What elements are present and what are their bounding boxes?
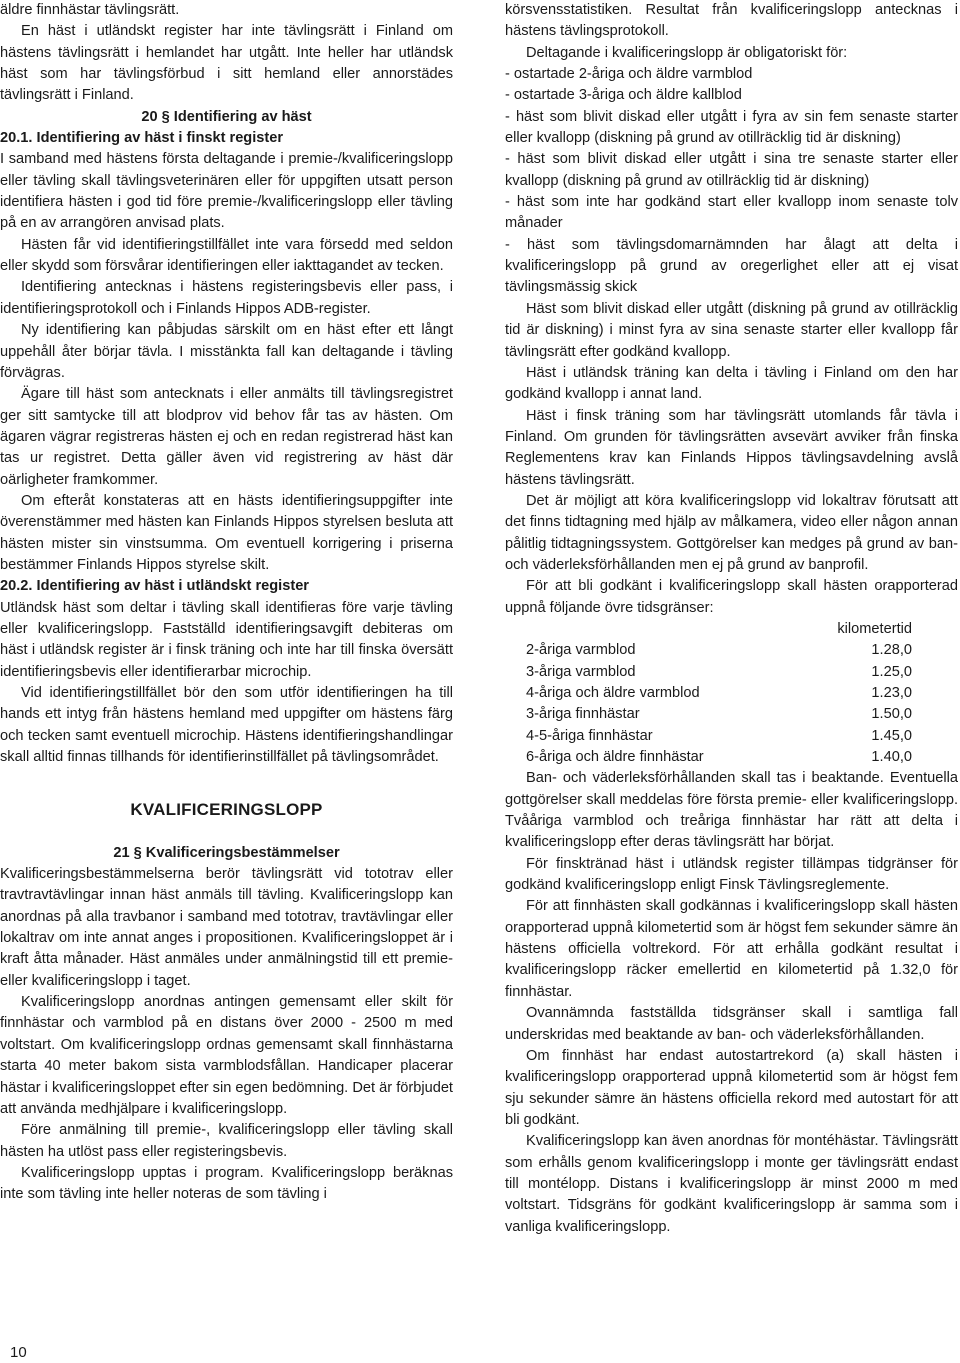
paragraph: För att finnhästen skall godkännas i kvalificeringslopp skall hästen orapporterad uppnå kilometertid som är högst fem sekunder sämre än hästens officiella voltrekord. För att erhålla godkänt resultat i kvalificeringslopp räcker emellertid en kilometertid på 1.32,0 för finnhästar.: [505, 898, 958, 1000]
list-item: - häst som blivit diskad eller utgått i sina tre senaste starter eller kvallopp (diskning på grund av otillräcklig tid är diskning): [505, 151, 958, 189]
paragraph: Kvalificeringslopp upptas i program. Kvalificeringslopp beräknas inte som tävling inte heller noteras de som tävling i: [0, 1164, 453, 1203]
paragraph: Utländsk häst som deltar i tävling skall identifieras före varje tävling eller kvalificeringslopp. Fastställd identifieringsavgift debiteras om häst i utländsk register är i finsk träning och inte har till finska översätt identifieringsbevis eller identifierarbar microchip.: [0, 599, 453, 680]
section-heading-21: 21 § Kvalificeringsbestämmelser: [113, 844, 340, 861]
table-cell-label: 2-åriga varmblod: [526, 642, 636, 659]
time-limits-table: [526, 619, 912, 768]
table-cell-label: 3-åriga varmblod: [526, 663, 636, 680]
list-item: - ostartade 2-åriga och äldre varmblod: [505, 66, 753, 83]
table-header-row: [526, 619, 912, 640]
list-item: - ostartade 3-åriga och äldre kallblod: [505, 87, 742, 104]
table-cell-value: 1.28,0: [871, 642, 912, 659]
paragraph: körsvensstatistiken. Resultat från kvalificeringslopp antecknas i hästens tävlingsprotokoll.: [505, 2, 958, 40]
table-row: [526, 683, 912, 704]
page-number: 10: [10, 1344, 27, 1361]
paragraph: Ovannämnda fastställda tidsgränser skall i samtliga fall underskridas med beaktande av ban- och väderleksförhållanden.: [505, 1005, 958, 1043]
paragraph: äldre finnhästar tävlingsrätt.: [0, 2, 180, 18]
table-cell-label: 4-5-åriga finnhästar: [526, 727, 653, 744]
table-cell-value: 1.25,0: [871, 663, 912, 680]
paragraph: I samband med hästens första deltagande i premie-/kvalificeringslopp eller tävling skall tävlingsveterinären eller för uppgiften utsatt person identifiera hästen i god tid före premie-/kvalificeringslopp eller tävling på en av arrangören anvisad plats.: [0, 151, 453, 232]
paragraph: Häst i finsk träning som har tävlingsrätt utomlands får tävla i Finland. Om grunden för tävlingsrätten avsevärt avviker från finska Reglementens krav kan Finlands Hippos tävlingsavdelning avslå hästens tävlingsrätt.: [505, 407, 958, 488]
paragraph: Kvalificeringslopp kan även anordnas för montéhästar. Tävlingsrätt som erhålls genom kvalificeringslopp i monte ger tävlingsrätt endast till montélopp. Distans i kvalificeringslopp är minst 2000 m med voltstart. Tidsgräns för godkänt kvalificeringslopp är samma som i vanliga kvalificeringslopp.: [505, 1133, 958, 1235]
table-row: [526, 726, 912, 747]
table-cell-value: 1.40,0: [871, 749, 912, 766]
table-cell-label: 4-åriga och äldre varmblod: [526, 685, 700, 701]
column-header: kilometertid: [837, 620, 912, 637]
table-cell-value: 1.23,0: [871, 685, 912, 701]
table-cell-value: 1.50,0: [871, 706, 912, 723]
paragraph: Kvalificeringsbestämmelserna berör tävlingsrätt vid tototrav eller travtravtävlingar innan häst anmäls till tävling. Kvalificeringslopp kan anordnas på alla travbanor i samband med tototrav, travtävlingar eller lokaltrav om inte annat anges i propositionen. Kvalificeringsloppet är i kraft åtta månader. Häst anmäles under anmälningstid till ett premie- eller kvalificeringslopp i taget.: [0, 866, 453, 989]
table-row: [526, 704, 912, 725]
table-row: [526, 747, 912, 768]
paragraph: Identifiering antecknas i hästens registeringsbevis eller pass, i identifieringsprotokoll och i Finlands Hippos ADB-register.: [0, 279, 453, 317]
table-cell-label: 3-åriga finnhästar: [526, 706, 640, 723]
paragraph: Ban- och väderleksförhållanden skall tas i beaktande. Eventuella gottgörelser skall meddelas före första premie- eller kvalificeringslopp. Tvååriga varmblod och treåriga finnhästar har rätt att delta i kvalificeringslopp efter deras tävlingsrätt har börjat.: [505, 770, 958, 851]
paragraph: För finsktränad häst i utländsk register tillämpas tidgränser för godkänd kvalificeringslopp enligt Finsk Tävlingsreglemente.: [505, 855, 958, 894]
paragraph: Hästen får vid identifieringstillfället inte vara försedd med seldon eller skydd som försvårar identifieringen eller iakttagandet av tecken.: [0, 236, 453, 275]
list-item: - häst som blivit diskad eller utgått i fyra av sin fem senaste starter eller kvallopp (diskning på grund av otillräcklig tid är diskning): [505, 108, 958, 147]
paragraph: Ägare till häst som antecknats i eller anmälts till tävlingsregistret ger sitt samtycke till att blodprov vid behov får tas av hästen. Om ägaren vägrar registreras hästen ej och en redan registrerad häst kan tas ur registret. Detta gäller även vid registrering av häst där oärligheter framkommer.: [0, 386, 453, 488]
list-item: - häst som inte har godkänd start eller kvallopp inom senaste tolv månader: [505, 194, 958, 232]
paragraph: För att bli godkänt i kvalificeringslopp skall hästen orapporterad uppnå följande övre tidsgränser:: [505, 578, 958, 616]
paragraph: Vid identifieringstillfället bör den som utför identifieringen ha till hands ett intyg från hästens hemland med uppgifter om hästens färg och tecken samt eventuell microchip. Hästens identifieringshandlingar skall alltid finnas tillhands för identifierinstillfället på tävlingsområdet.: [0, 685, 453, 766]
paragraph: Deltagande i kvalificeringslopp är obligatoriskt för:: [526, 44, 848, 61]
paragraph: Häst i utländsk träning kan delta i tävling i Finland om den har godkänd kvallopp i annat land.: [505, 364, 958, 403]
paragraph: Kvalificeringslopp anordnas antingen gemensamt eller skilt för finnhästar och varmblod på en distans över 2000 - 2500 m med voltstart. Om kvalificeringslopp ordnas gemensamt skall finnhästarna starta 40 meter bakom sista varmblodsfållan. Handicaper placerar hästar i kvalificeringsloppet efter sin egen bedömning. Det är förbjudet att använda medhjälpare i kvalificeringslopp.: [0, 994, 453, 1117]
subsection-heading-20-2: 20.2. Identifiering av häst i utländskt register: [0, 578, 309, 595]
table-cell-value: 1.45,0: [871, 727, 912, 744]
table-row: [526, 640, 912, 661]
list-item: - häst som tävlingsdomarnämnden har ålagt att delta i kvalificeringslopp på grund av oregerlighet eller att ej visat tävlingsmässig skick: [505, 236, 958, 296]
paragraph: Ny identifiering kan påbjudas särskilt om en häst efter ett långt uppehåll åter börjar tävla. I misstänkta fall kan deltagande i tävling förvägras.: [0, 322, 453, 381]
table-row: [526, 662, 912, 683]
paragraph: Om efteråt konstateras att en hästs identifieringsuppgifter inte överenstämmer med hästen kan Finlands Hippos styrelsen besluta att hästen mister sin vinstsumma. Om eventuell korrigering i priserna bestämmer Finlands Hippos styrelse skilt.: [0, 492, 453, 573]
right-column: [505, 0, 958, 1238]
subsection-heading-20-1: 20.1. Identifiering av häst i finskt register: [0, 130, 284, 147]
section-heading-20: 20 § Identifiering av häst: [141, 108, 312, 125]
left-column: [0, 0, 453, 1206]
chapter-title: KVALIFICERINGSLOPP: [130, 800, 323, 820]
paragraph: Om finnhäst har endast autostartrekord (a) skall hästen i kvalificeringslopp orapporterad uppnå kilometertid som är högst fem sju sekunder sämre än hästens officiella rekord med autostart för att bli godkänt.: [505, 1047, 958, 1128]
table-cell-label: 6-åriga och äldre finnhästar: [526, 749, 704, 766]
paragraph: En häst i utländskt register har inte tävlingsrätt i Finland om hästens tävlingsrätt i hemlandet har utgått. Inte heller har utländsk häst som har tävlingsförbud i sitt hemland eller annorstädes tävlingsrätt i Finland.: [0, 23, 453, 104]
paragraph: Det är möjligt att köra kvalificeringslopp vid lokaltrav förutsatt att det finns tidtagning med hjälp av målkamera, video eller någon annan pålitlig tidtagningssystem. Gottgörelser kan medges på grund av ban- och väderleksförhållanden men ej på grund av banprofil.: [505, 492, 958, 573]
paragraph: Häst som blivit diskad eller utgått (diskning på grund av otillräcklig tid är diskning) i minst fyra av sina senaste starter eller kvallopp får tävlingsrätt efter godkänd kvallopp.: [505, 300, 958, 360]
paragraph: Före anmälning till premie-, kvalificeringslopp eller tävling skall hästen ha utlöst pass eller registeringsbevis.: [0, 1122, 453, 1160]
